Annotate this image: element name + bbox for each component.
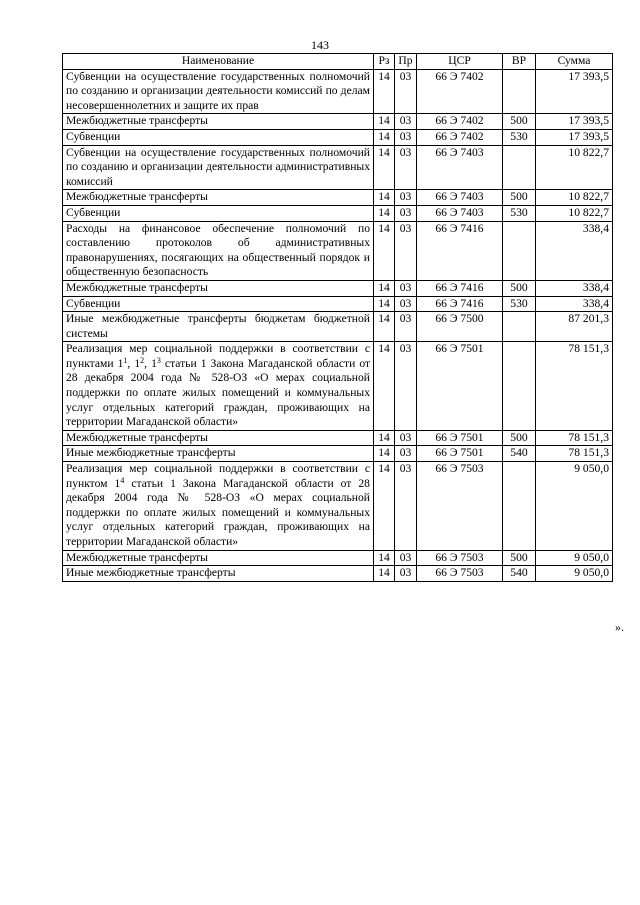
cell-sum: 10 822,7: [536, 145, 613, 190]
cell-csr: 66 Э 7500: [417, 312, 503, 342]
cell-pr: 03: [395, 221, 417, 280]
cell-csr: 66 Э 7403: [417, 190, 503, 206]
cell-rz: 14: [374, 205, 395, 221]
cell-name: Реализация мер социальной поддержки в соответствии с пунктом $1^4$ статьи 1 Закона Магаданской области от 28 декабря 2004 года № 528-ОЗ «О мерах социальной поддержки по оплате жилых помещений и коммунальных услуг отдельных категорий граждан, проживающих на территории Магаданской области»: [63, 462, 374, 551]
cell-csr: 66 Э 7503: [417, 566, 503, 582]
table-header-row: [63, 54, 613, 70]
cell-csr: 66 Э 7503: [417, 550, 503, 566]
cell-rz: 14: [374, 221, 395, 280]
cell-sum: 9 050,0: [536, 550, 613, 566]
cell-name: Иные межбюджетные трансферты бюджетам бюджетной системы: [63, 312, 374, 342]
cell-rz: 14: [374, 550, 395, 566]
cell-rz: 14: [374, 145, 395, 190]
header-rz: Рз: [374, 54, 395, 70]
cell-sum: 338,4: [536, 280, 613, 296]
cell-rz: 14: [374, 446, 395, 462]
cell-rz: 14: [374, 342, 395, 431]
table-row: [63, 446, 613, 462]
cell-vr: [503, 145, 536, 190]
cell-csr: 66 Э 7402: [417, 114, 503, 130]
cell-rz: 14: [374, 462, 395, 551]
cell-vr: [503, 462, 536, 551]
cell-rz: 14: [374, 430, 395, 446]
cell-name: Субвенции на осуществление государственных полномочий по созданию и организации деятельности административных комиссий: [63, 145, 374, 190]
cell-sum: 9 050,0: [536, 462, 613, 551]
cell-vr: 500: [503, 190, 536, 206]
cell-rz: 14: [374, 312, 395, 342]
cell-vr: 530: [503, 205, 536, 221]
table-row: [63, 205, 613, 221]
table-row: [63, 114, 613, 130]
cell-vr: 500: [503, 550, 536, 566]
table-row: [63, 430, 613, 446]
cell-pr: 03: [395, 190, 417, 206]
table-row: [63, 69, 613, 114]
cell-csr: 66 Э 7501: [417, 342, 503, 431]
table-row: [63, 129, 613, 145]
table-row: [63, 190, 613, 206]
table-row: [63, 312, 613, 342]
header-vr: ВР: [503, 54, 536, 70]
cell-name: Расходы на финансовое обеспечение полномочий по составлению протоколов об административных правонарушениях, посягающих на общественный порядок и общественную безопасность: [63, 221, 374, 280]
cell-pr: 03: [395, 296, 417, 312]
cell-csr: 66 Э 7403: [417, 145, 503, 190]
cell-pr: 03: [395, 114, 417, 130]
cell-rz: 14: [374, 190, 395, 206]
cell-vr: 500: [503, 280, 536, 296]
cell-sum: 17 393,5: [536, 114, 613, 130]
cell-csr: 66 Э 7402: [417, 69, 503, 114]
cell-sum: 17 393,5: [536, 129, 613, 145]
cell-rz: 14: [374, 280, 395, 296]
cell-pr: 03: [395, 566, 417, 582]
cell-name: Межбюджетные трансферты: [63, 114, 374, 130]
cell-pr: 03: [395, 205, 417, 221]
table-row: [63, 280, 613, 296]
cell-rz: 14: [374, 566, 395, 582]
cell-vr: 540: [503, 446, 536, 462]
cell-rz: 14: [374, 129, 395, 145]
header-name: Наименование: [63, 54, 374, 70]
cell-name: Реализация мер социальной поддержки в соответствии с пунктами $1^1$, $1^2$, $1^3$ статьи 1 Закона Магаданской области от 28 декабря 2004 года № 528-ОЗ «О мерах социальной поддержки по оплате жилых помещений и коммунальных услуг отдельных категорий граждан, проживающих на территории Магаданской области»: [63, 342, 374, 431]
cell-csr: 66 Э 7501: [417, 446, 503, 462]
table-row: [63, 296, 613, 312]
table-row: [63, 145, 613, 190]
cell-name: Субвенции на осуществление государственных полномочий по созданию и организации деятельности комиссий по делам несовершеннолетних и защите их прав: [63, 69, 374, 114]
cell-vr: 530: [503, 296, 536, 312]
cell-csr: 66 Э 7416: [417, 280, 503, 296]
cell-pr: 03: [395, 446, 417, 462]
header-pr: Пр: [395, 54, 417, 70]
cell-pr: 03: [395, 129, 417, 145]
cell-vr: 500: [503, 430, 536, 446]
cell-name: Межбюджетные трансферты: [63, 280, 374, 296]
cell-sum: 9 050,0: [536, 566, 613, 582]
cell-csr: 66 Э 7501: [417, 430, 503, 446]
cell-rz: 14: [374, 69, 395, 114]
cell-csr: 66 Э 7402: [417, 129, 503, 145]
cell-vr: [503, 342, 536, 431]
cell-vr: 500: [503, 114, 536, 130]
cell-csr: 66 Э 7503: [417, 462, 503, 551]
table-row: [63, 221, 613, 280]
cell-sum: 78 151,3: [536, 446, 613, 462]
cell-pr: 03: [395, 145, 417, 190]
cell-csr: 66 Э 7403: [417, 205, 503, 221]
table-row: [63, 462, 613, 551]
cell-rz: 14: [374, 296, 395, 312]
cell-sum: 338,4: [536, 296, 613, 312]
cell-pr: 03: [395, 312, 417, 342]
table-row: [63, 550, 613, 566]
cell-name: Межбюджетные трансферты: [63, 550, 374, 566]
cell-vr: 530: [503, 129, 536, 145]
cell-sum: 17 393,5: [536, 69, 613, 114]
cell-name: Иные межбюджетные трансферты: [63, 446, 374, 462]
closing-quote-mark: ».: [615, 620, 624, 634]
cell-sum: 10 822,7: [536, 190, 613, 206]
cell-pr: 03: [395, 69, 417, 114]
cell-vr: [503, 221, 536, 280]
table-row: [63, 566, 613, 582]
cell-vr: 540: [503, 566, 536, 582]
cell-sum: 78 151,3: [536, 342, 613, 431]
cell-pr: 03: [395, 462, 417, 551]
cell-csr: 66 Э 7416: [417, 296, 503, 312]
cell-pr: 03: [395, 550, 417, 566]
cell-pr: 03: [395, 280, 417, 296]
header-csr: ЦСР: [417, 54, 503, 70]
cell-name: Межбюджетные трансферты: [63, 430, 374, 446]
budget-table: [62, 53, 613, 582]
cell-name: Субвенции: [63, 205, 374, 221]
header-sum: Сумма: [536, 54, 613, 70]
cell-name: Субвенции: [63, 129, 374, 145]
cell-rz: 14: [374, 114, 395, 130]
cell-pr: 03: [395, 430, 417, 446]
cell-name: Межбюджетные трансферты: [63, 190, 374, 206]
cell-sum: 78 151,3: [536, 430, 613, 446]
cell-name: Субвенции: [63, 296, 374, 312]
cell-sum: 10 822,7: [536, 205, 613, 221]
cell-name: Иные межбюджетные трансферты: [63, 566, 374, 582]
cell-vr: [503, 69, 536, 114]
cell-csr: 66 Э 7416: [417, 221, 503, 280]
cell-sum: 87 201,3: [536, 312, 613, 342]
table-body: [63, 69, 613, 581]
cell-vr: [503, 312, 536, 342]
page-number: 143: [311, 38, 329, 52]
table-row: [63, 342, 613, 431]
cell-sum: 338,4: [536, 221, 613, 280]
cell-pr: 03: [395, 342, 417, 431]
